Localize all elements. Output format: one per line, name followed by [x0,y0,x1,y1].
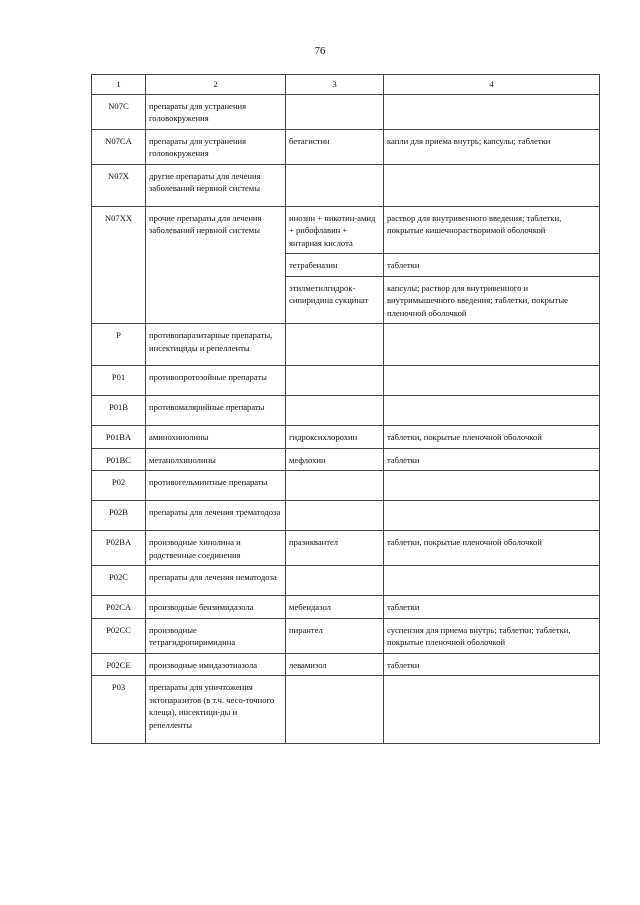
dosage-form-cell: таблетки [384,596,600,619]
group-name-cell: метанолхинолины [146,448,286,471]
drug-name-cell [286,324,384,366]
group-name-cell: препараты для устранения головокружения [146,129,286,164]
table-header-row [92,75,600,95]
dosage-form-cell [384,501,600,531]
dosage-form-cell [384,566,600,596]
table-row [92,653,600,676]
table-row [92,129,600,164]
drug-name-cell: тетрабеназин [286,254,384,277]
group-name-cell: противогельминтные препараты [146,471,286,501]
atc-code-cell: P02CA [92,596,146,619]
group-name-cell: противомалярийные препараты [146,396,286,426]
drug-name-cell [286,676,384,744]
drug-name-cell [286,366,384,396]
header-cell-code: 1 [92,75,146,95]
atc-code-cell: P03 [92,676,146,744]
atc-code-cell: P [92,324,146,366]
table-row [92,324,600,366]
atc-code-cell: N07XX [92,206,146,324]
drug-name-cell [286,94,384,129]
drug-name-cell: празиквантел [286,531,384,566]
drug-name-cell: мефлохин [286,448,384,471]
dosage-form-cell [384,366,600,396]
atc-code-cell: P01 [92,366,146,396]
group-name-cell: производные имидазотиазола [146,653,286,676]
group-name-cell: препараты для устранения головокружения [146,94,286,129]
drug-name-cell: левамизол [286,653,384,676]
dosage-form-cell: таблетки, покрытые пленочной оболочкой [384,531,600,566]
group-name-cell: противопротозойные препараты [146,366,286,396]
dosage-form-cell: суспензия для приема внутрь; таблетки; таблетки, покрытые пленочной оболочкой [384,618,600,653]
dosage-form-cell: таблетки [384,448,600,471]
table-row [92,471,600,501]
group-name-cell: противопаразитарные препараты, инсектициды и репелленты [146,324,286,366]
drug-name-cell [286,501,384,531]
table-row [92,676,600,744]
table-row [92,596,600,619]
header-cell-drug: 3 [286,75,384,95]
group-name-cell: препараты для лечения трематодоза [146,501,286,531]
dosage-form-cell: капли для приема внутрь; капсулы; таблетки [384,129,600,164]
header-cell-form: 4 [384,75,600,95]
dosage-form-cell: раствор для внутривенного введения; таблетки, покрытые кишечнорастворимой оболочкой [384,206,600,254]
group-name-cell: производные тетрагидропиримидина [146,618,286,653]
table-body [92,94,600,744]
group-name-cell: производные хинолина и родственные соединения [146,531,286,566]
table-row [92,618,600,653]
drug-name-cell: гидроксихлорохин [286,426,384,449]
dosage-form-cell [384,324,600,366]
drug-name-cell: бетагистин [286,129,384,164]
drug-name-cell [286,471,384,501]
table-row [92,396,600,426]
group-name-cell: аминохинолины [146,426,286,449]
atc-code-cell: P01BA [92,426,146,449]
atc-code-cell: N07C [92,94,146,129]
drug-name-cell: мебендазол [286,596,384,619]
group-name-cell: производные бензимидазола [146,596,286,619]
group-name-cell: препараты для лечения нематодоза [146,566,286,596]
dosage-form-cell [384,94,600,129]
table-row [92,206,600,254]
atc-code-cell: P02CC [92,618,146,653]
dosage-form-cell: таблетки [384,254,600,277]
table-row [92,164,600,206]
dosage-form-cell: таблетки, покрытые пленочной оболочкой [384,426,600,449]
dosage-form-cell [384,471,600,501]
group-name-cell: препараты для уничтожения эктопаразитов (в т.ч. чесо-точного клеща), инсектици-ды и репелленты [146,676,286,744]
dosage-form-cell: таблетки [384,653,600,676]
header-cell-group: 2 [146,75,286,95]
table-row [92,501,600,531]
drug-name-cell: этилметилгидрок-сипиридина сукцинат [286,276,384,324]
table-row [92,448,600,471]
atc-code-cell: P02 [92,471,146,501]
atc-code-cell: P01BC [92,448,146,471]
dosage-form-cell [384,164,600,206]
table-row [92,366,600,396]
dosage-form-cell [384,396,600,426]
drug-name-cell: пирантел [286,618,384,653]
atc-code-cell: P02B [92,501,146,531]
dosage-form-cell: капсулы; раствор для внутривенного и внутримышечного введения; таблетки, покрытые пленочной оболочкой [384,276,600,324]
drug-name-cell [286,396,384,426]
atc-code-cell: P02CE [92,653,146,676]
atc-code-cell: N07X [92,164,146,206]
page-number: 76 [314,46,326,57]
drug-name-cell: инозин + никотин-амид + рибофлавин + янтарная кислота [286,206,384,254]
table-row [92,531,600,566]
medication-table [91,74,600,744]
dosage-form-cell [384,676,600,744]
atc-code-cell: N07CA [92,129,146,164]
atc-code-cell: P02BA [92,531,146,566]
table-row [92,426,600,449]
atc-code-cell: P02C [92,566,146,596]
table-row [92,566,600,596]
drug-name-cell [286,164,384,206]
group-name-cell: прочие препараты для лечения заболеваний нервной системы [146,206,286,324]
table-row [92,94,600,129]
atc-code-cell: P01B [92,396,146,426]
drug-name-cell [286,566,384,596]
group-name-cell: другие препараты для лечения заболеваний нервной системы [146,164,286,206]
